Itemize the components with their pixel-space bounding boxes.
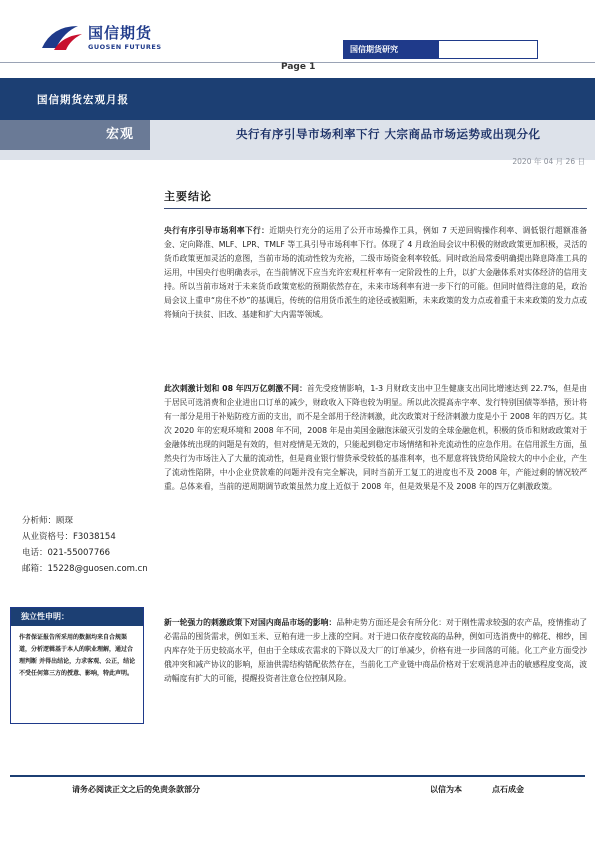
logo-name: 国信期货: [88, 24, 153, 42]
footer-disclaimer: 请务必阅读正文之后的免责条款部分: [72, 785, 200, 794]
independence-body: 作者保证报告所采用的数据均来自合规渠道，分析逻辑基于本人的职业理解，通过合理判断 并得出结论，力求客观、公正，结论不受任何第三方的授意、影响，特此声明。: [19, 634, 136, 677]
company-logo: [38, 18, 188, 58]
section-divider: [164, 208, 587, 209]
analyst-email[interactable]: 邮箱：15228@guosen.com.cn: [22, 564, 148, 574]
paragraph-lead: 央行有序引导市场利率下行：: [164, 226, 270, 235]
research-label-box: [343, 40, 538, 59]
report-category: 宏观: [0, 120, 150, 150]
logo-subtitle: GUOSEN FUTURES: [88, 43, 162, 51]
footer: [10, 775, 585, 799]
paragraph-commodity: [164, 616, 587, 686]
analyst-phone: 电话：021-55007766: [22, 548, 111, 558]
independence-heading: 独立性申明：: [11, 608, 143, 626]
analyst-info: [22, 513, 148, 577]
analyst-license: 从业资格号：F3038154: [22, 532, 116, 542]
report-type: 国信期货宏观月报: [37, 94, 129, 106]
footer-slogan-2: 点石成金: [492, 785, 524, 794]
page-number: Page 1: [281, 62, 316, 72]
paragraph-text: 首先受疫情影响，1-3 月财政支出中卫生健康支出同比增速达到 22.7%，但是由于居民可选消费和企业进出口订单的减少，财政收入下降也较为明显。所以此次提高赤字率、发行特别国债等举措，预计将有一部分是用于补贴防疫方面的支出，而不是全部用于经济刺激，此次政策对于经济刺激力度是小于 2008 年的四万亿。其次 2020 年的宏观环境和 2008 年不同，2008 年是由美国金融泡沫破灭引发的全球金融危机，积极的货币和财政政策对于金融体统出现的问题是有效的，但对疫情是无效的，只能起到稳定市场情绪和补充流动性的应急作用。在信用派生方面，虽然央行为市场注入了大量的流动性，但是商业银行惜贷承受较低的基准利率，也不愿意将钱贷给风险较大的中小企业，产生了流动性陷阱，中小企业贷款难的问题并没有完全解决，同时当前开工复工的进度也不及 2008 年，产能过剩的情况较严重。总体来看，当前的逆周期调节政策虽然力度上近似于 2008 年，但是效果是不及 2008 年的四万亿刺激政策。: [164, 384, 587, 491]
report-date: 2020 年 04 月 26 日: [512, 157, 585, 166]
paragraph-rate: [164, 224, 587, 322]
logo-mark-icon: [38, 20, 84, 54]
paragraph-stimulus: [164, 382, 587, 494]
paragraph-text: 品种走势方面还是会有所分化：对于刚性需求较强的农产品，疫情推动了必需品的囤货需求，例如玉米、豆粕有进一步上涨的空间。对于进口依存度较高的品种，例如可选消费中的棉花、棉纱，国内库存处于历史较高水平，但由于全球成衣需求的下降以及大厂的订单减少，价格有进一步回落的可能。化工产业方面受沙俄冲突和减产协议的影响，原油供需结构错配依然存在，当前化工产业链中商品价格对于宏观消息冲击的敏感程度变高，波动幅度有扩大的可能，提醒投资者注意仓位控制风险。: [164, 618, 588, 683]
report-banner: [0, 78, 595, 120]
title-band: [0, 120, 595, 166]
analyst-name: 分析师：顾琛: [22, 516, 74, 526]
section-title: 主要结论: [164, 190, 212, 203]
report-headline: 央行有序引导市场利率下行 大宗商品市场运势或出现分化: [236, 127, 541, 141]
footer-slogan-1: 以信为本: [430, 785, 462, 794]
paragraph-lead: 新一轮强力的刺激政策下对国内商品市场的影响：: [164, 618, 337, 627]
independence-box: [10, 607, 144, 724]
research-label: 国信期货研究: [344, 41, 439, 58]
paragraph-lead: 此次刺激计划和 08 年四万亿刺激不同：: [164, 384, 308, 393]
paragraph-text: 近期央行充分的运用了公开市场操作工具，例如 7 天逆回购操作利率、调低银行超额准备金、定向降准、MLF、LPR、TMLF 等工具引导市场利率下行。体现了 4 月政治局会议中积极的财政政策更加积极，灵活的货币政策更加灵活的意图，当前市场的流动性较为充裕，二级市场资金利率较低。同时政治局常委明确提出降息降准工具的运用，中国央行也明确表示，在当前情况下应当充许宏观杠杆率有一定阶段性的上升，以扩大金融体系对实体经济的信用支持。所以当前市场对于未来货币政策宽松的预期依然存在，未来市场利率有进一步下行的可能。但同时值得注意的是，政治局会议上重申“房住不炒”的基调后，传统的信用货币派生的途径或被阻断，未来政策的发力点或着重于未来政策的发力点或将倾向于扶贫、旧改、基建和扩大内需等领域。: [164, 226, 587, 319]
